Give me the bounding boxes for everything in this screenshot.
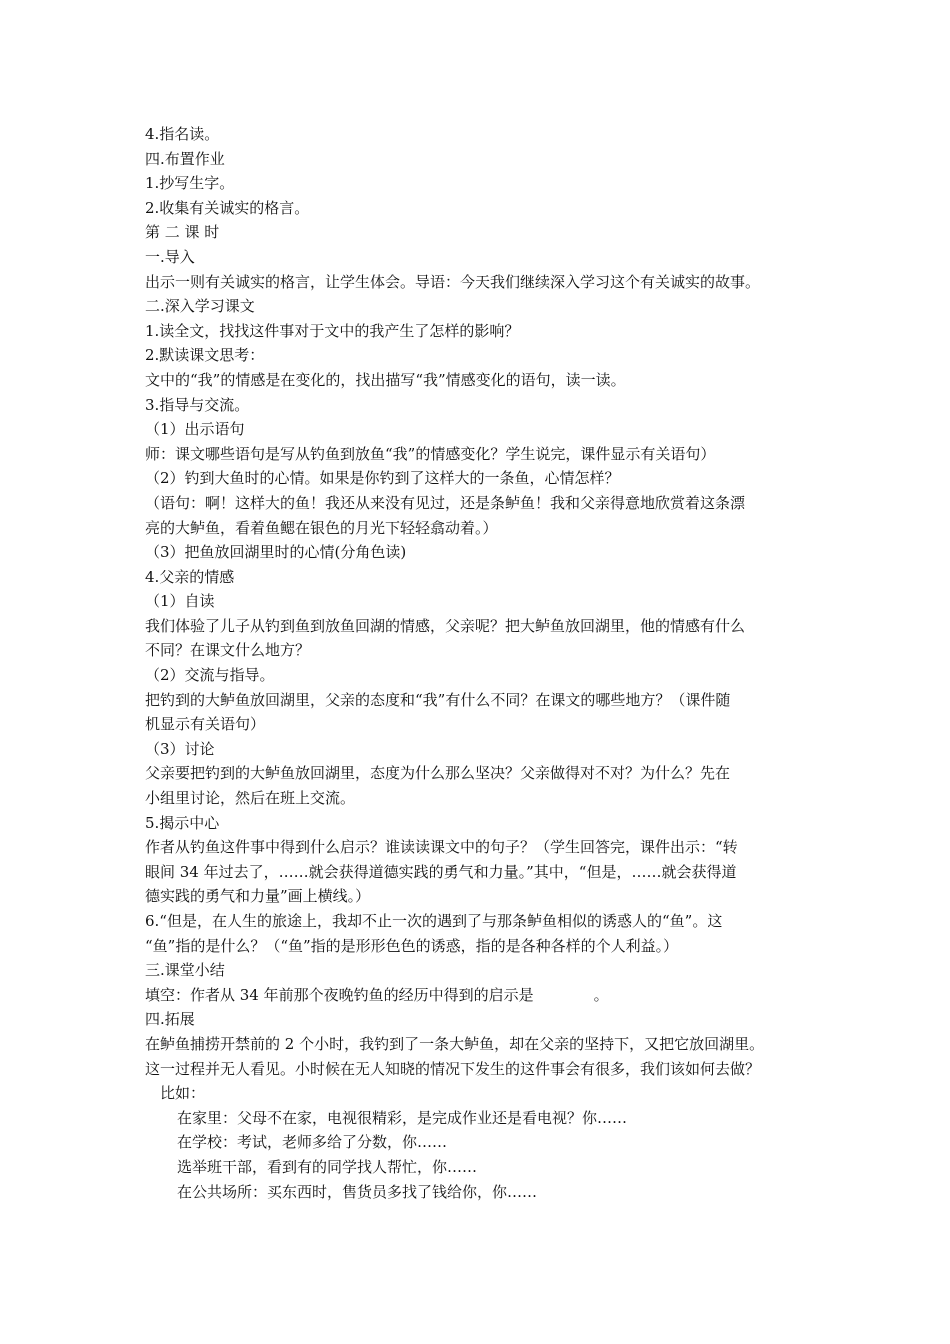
text-line: 5.揭示中心 (145, 813, 220, 832)
text-line: 四.布置作业 (145, 149, 225, 168)
text-line: 这一过程并无人看见。小时候在无人知晓的情况下发生的这件事会有很多，我们该如何去做？ (145, 1059, 761, 1078)
examples-list (145, 1106, 815, 1204)
example-item: 选举班干部，看到有的同学找人帮忙，你…… (177, 1157, 478, 1176)
text-line: 三.课堂小结 (145, 961, 225, 980)
document-body (145, 122, 815, 1081)
text-line: 把钓到的大鲈鱼放回湖里，父亲的态度和“我”有什么不同？在课文的哪些地方？（课件随 (145, 690, 731, 709)
text-line: 4.指名读。 (145, 125, 220, 143)
text-line: 小组里讨论，然后在班上交流。 (145, 789, 356, 808)
text-line: 亮的大鲈鱼，看着鱼鳃在银色的月光下轻轻翕动着。） (145, 518, 498, 537)
text-line: 四.拓展 (145, 1010, 195, 1029)
text-line: 我们体验了儿子从钓到鱼到放鱼回湖的情感，父亲呢？把大鲈鱼放回湖里，他的情感有什么 (145, 616, 746, 635)
text-line: 1.读全文，找找这件事对于文中的我产生了怎样的影响？ (145, 321, 520, 340)
example-item: 在公共场所：买东西时，售货员多找了钱给你，你…… (177, 1182, 538, 1201)
example-item: 在家里：父母不在家，电视很精彩，是完成作业还是看电视？你…… (177, 1108, 628, 1127)
text-line: 2.默读课文思考： (145, 346, 265, 365)
text-line: （2）钓到大鱼时的心情。如果是你钓到了这样大的一条鱼，心情怎样？ (145, 469, 620, 488)
text-line: （2）交流与指导。 (145, 666, 275, 685)
text-line: 2.收集有关诚实的格言。 (145, 198, 310, 217)
text-line: 二.深入学习课文 (145, 297, 255, 316)
text-line: （语句：啊！这样大的鱼！我还从来没有见过，还是条鲈鱼！我和父亲得意地欣赏着这条漂 (145, 493, 746, 512)
text-line: 德实践的勇气和力量”画上横线。） (145, 887, 371, 906)
text-line: 在鲈鱼捕捞开禁前的 2 个小时，我钓到了一条大鲈鱼，却在父亲的坚持下，又把它放回湖里。 (145, 1034, 765, 1053)
text-line: （3）把鱼放回湖里时的心情(分角色读) (145, 543, 407, 562)
examples-intro: 比如： (160, 1084, 206, 1103)
text-line: 父亲要把钓到的大鲈鱼放回湖里，态度为什么那么坚决？父亲做得对不对？为什么？先在 (145, 764, 731, 783)
text-line: 出示一则有关诚实的格言，让学生体会。导语：今天我们继续深入学习这个有关诚实的故事。 (145, 272, 761, 291)
text-line: 填空：作者从 34 年前那个夜晚钓鱼的经历中得到的启示是 。 (145, 985, 609, 1004)
text-line: （1）出示语句 (145, 420, 245, 439)
text-line: 不同？在课文什么地方？ (145, 641, 311, 660)
text-line: 一.导入 (145, 247, 195, 266)
text-line: 4.父亲的情感 (145, 567, 235, 586)
text-line: “鱼”指的是什么？（“鱼”指的是形形色色的诱惑，指的是各种各样的个人利益。） (145, 936, 679, 955)
text-line: （1）自读 (145, 592, 215, 611)
text-line: 眼间 34 年过去了，……就会获得道德实践的勇气和力量。”其中，“但是，……就会获得道 (145, 862, 737, 881)
text-line: 师：课文哪些语句是写从钓鱼到放鱼“我”的情感变化？学生说完，课件显示有关语句） (145, 444, 716, 463)
text-line: 6.“但是，在人生的旅途上，我却不止一次的遇到了与那条鲈鱼相似的诱惑人的“鱼”。这 (145, 912, 723, 930)
text-line: 文中的“我”的情感是在变化的，找出描写“我”情感变化的语句，读一读。 (145, 370, 626, 389)
text-line: 机显示有关语句） (145, 715, 266, 734)
text-line: 1.抄写生字。 (145, 174, 235, 193)
text-line: （3）讨论 (145, 739, 215, 758)
text-line: 第 二 课 时 (145, 223, 220, 242)
text-line: 作者从钓鱼这件事中得到什么启示？谁读读课文中的句子？（学生回答完，课件出示：“转 (145, 838, 738, 857)
text-line: 3.指导与交流。 (145, 395, 250, 414)
example-item: 在学校：考试，老师多给了分数，你…… (177, 1133, 448, 1152)
document-page (145, 122, 815, 1204)
